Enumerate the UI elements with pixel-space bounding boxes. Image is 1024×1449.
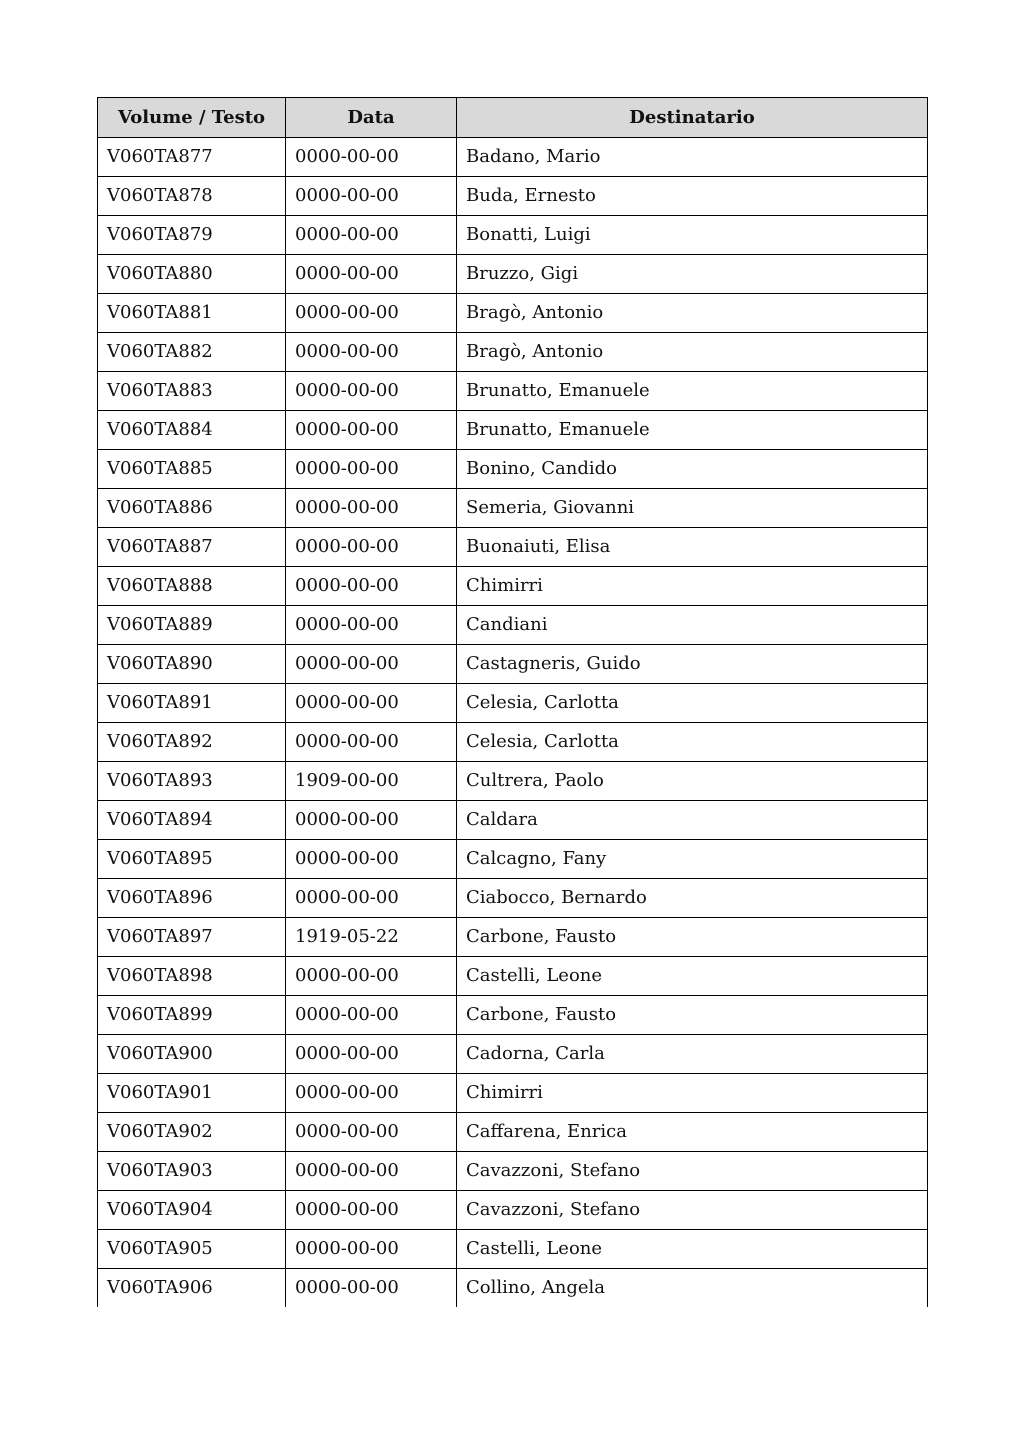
data-cell: 0000-00-00 xyxy=(286,957,457,996)
table-row xyxy=(98,138,928,177)
table-row xyxy=(98,1035,928,1074)
header-destinatario: Destinatario xyxy=(457,98,928,138)
data-cell: 0000-00-00 xyxy=(286,645,457,684)
data-cell: 1919-05-22 xyxy=(286,918,457,957)
volume-testo-cell: V060TA888 xyxy=(98,567,286,606)
destinatario-cell: Cavazzoni, Stefano xyxy=(457,1152,928,1191)
table-row xyxy=(98,879,928,918)
destinatario-cell: Caffarena, Enrica xyxy=(457,1113,928,1152)
volume-testo-cell: V060TA892 xyxy=(98,723,286,762)
header-volume-testo: Volume / Testo xyxy=(98,98,286,138)
data-cell: 0000-00-00 xyxy=(286,411,457,450)
table-row xyxy=(98,255,928,294)
header-data: Data xyxy=(286,98,457,138)
data-cell: 0000-00-00 xyxy=(286,1230,457,1269)
destinatario-cell: Carbone, Fausto xyxy=(457,918,928,957)
destinatario-cell: Bragò, Antonio xyxy=(457,333,928,372)
destinatario-cell: Chimirri xyxy=(457,1074,928,1113)
destinatario-cell: Semeria, Giovanni xyxy=(457,489,928,528)
letters-table xyxy=(97,97,928,1307)
volume-testo-cell: V060TA878 xyxy=(98,177,286,216)
table-row xyxy=(98,606,928,645)
data-cell: 0000-00-00 xyxy=(286,684,457,723)
table-row xyxy=(98,177,928,216)
table-row xyxy=(98,1230,928,1269)
table-row xyxy=(98,840,928,879)
volume-testo-cell: V060TA901 xyxy=(98,1074,286,1113)
data-cell: 0000-00-00 xyxy=(286,567,457,606)
volume-testo-cell: V060TA894 xyxy=(98,801,286,840)
volume-testo-cell: V060TA904 xyxy=(98,1191,286,1230)
volume-testo-cell: V060TA895 xyxy=(98,840,286,879)
destinatario-cell: Brunatto, Emanuele xyxy=(457,411,928,450)
destinatario-cell: Cavazzoni, Stefano xyxy=(457,1191,928,1230)
data-cell: 0000-00-00 xyxy=(286,723,457,762)
destinatario-cell: Bonatti, Luigi xyxy=(457,216,928,255)
volume-testo-cell: V060TA896 xyxy=(98,879,286,918)
data-cell: 0000-00-00 xyxy=(286,489,457,528)
destinatario-cell: Castelli, Leone xyxy=(457,957,928,996)
data-cell: 0000-00-00 xyxy=(286,528,457,567)
volume-testo-cell: V060TA886 xyxy=(98,489,286,528)
table-row xyxy=(98,567,928,606)
table-row xyxy=(98,1113,928,1152)
volume-testo-cell: V060TA893 xyxy=(98,762,286,801)
destinatario-cell: Carbone, Fausto xyxy=(457,996,928,1035)
volume-testo-cell: V060TA898 xyxy=(98,957,286,996)
destinatario-cell: Collino, Angela xyxy=(457,1269,928,1308)
volume-testo-cell: V060TA880 xyxy=(98,255,286,294)
destinatario-cell: Cultrera, Paolo xyxy=(457,762,928,801)
table-row xyxy=(98,996,928,1035)
table-row xyxy=(98,450,928,489)
data-cell: 0000-00-00 xyxy=(286,255,457,294)
table-row xyxy=(98,1074,928,1113)
table-row xyxy=(98,762,928,801)
table-body xyxy=(98,138,928,1308)
table-row xyxy=(98,528,928,567)
destinatario-cell: Bruzzo, Gigi xyxy=(457,255,928,294)
volume-testo-cell: V060TA884 xyxy=(98,411,286,450)
destinatario-cell: Chimirri xyxy=(457,567,928,606)
data-cell: 0000-00-00 xyxy=(286,1113,457,1152)
volume-testo-cell: V060TA890 xyxy=(98,645,286,684)
table-row xyxy=(98,333,928,372)
data-cell: 0000-00-00 xyxy=(286,138,457,177)
destinatario-cell: Ciabocco, Bernardo xyxy=(457,879,928,918)
destinatario-cell: Candiani xyxy=(457,606,928,645)
volume-testo-cell: V060TA883 xyxy=(98,372,286,411)
destinatario-cell: Buda, Ernesto xyxy=(457,177,928,216)
volume-testo-cell: V060TA897 xyxy=(98,918,286,957)
volume-testo-cell: V060TA900 xyxy=(98,1035,286,1074)
volume-testo-cell: V060TA902 xyxy=(98,1113,286,1152)
volume-testo-cell: V060TA887 xyxy=(98,528,286,567)
table-row xyxy=(98,1152,928,1191)
volume-testo-cell: V060TA899 xyxy=(98,996,286,1035)
destinatario-cell: Bragò, Antonio xyxy=(457,294,928,333)
destinatario-cell: Cadorna, Carla xyxy=(457,1035,928,1074)
data-cell: 0000-00-00 xyxy=(286,1191,457,1230)
destinatario-cell: Badano, Mario xyxy=(457,138,928,177)
table-row xyxy=(98,684,928,723)
data-cell: 0000-00-00 xyxy=(286,450,457,489)
destinatario-cell: Celesia, Carlotta xyxy=(457,723,928,762)
destinatario-cell: Caldara xyxy=(457,801,928,840)
destinatario-cell: Castelli, Leone xyxy=(457,1230,928,1269)
table-header xyxy=(98,98,928,138)
table-row xyxy=(98,1191,928,1230)
table-row xyxy=(98,957,928,996)
data-cell: 0000-00-00 xyxy=(286,840,457,879)
volume-testo-cell: V060TA885 xyxy=(98,450,286,489)
data-cell: 0000-00-00 xyxy=(286,1152,457,1191)
volume-testo-cell: V060TA889 xyxy=(98,606,286,645)
data-cell: 0000-00-00 xyxy=(286,333,457,372)
data-cell: 0000-00-00 xyxy=(286,879,457,918)
data-cell: 0000-00-00 xyxy=(286,801,457,840)
destinatario-cell: Buonaiuti, Elisa xyxy=(457,528,928,567)
volume-testo-cell: V060TA877 xyxy=(98,138,286,177)
data-cell: 0000-00-00 xyxy=(286,1269,457,1308)
volume-testo-cell: V060TA903 xyxy=(98,1152,286,1191)
data-cell: 0000-00-00 xyxy=(286,216,457,255)
destinatario-cell: Calcagno, Fany xyxy=(457,840,928,879)
volume-testo-cell: V060TA906 xyxy=(98,1269,286,1308)
data-cell: 1909-00-00 xyxy=(286,762,457,801)
volume-testo-cell: V060TA891 xyxy=(98,684,286,723)
data-cell: 0000-00-00 xyxy=(286,1074,457,1113)
volume-testo-cell: V060TA905 xyxy=(98,1230,286,1269)
table-row xyxy=(98,216,928,255)
volume-testo-cell: V060TA879 xyxy=(98,216,286,255)
table-row xyxy=(98,918,928,957)
data-cell: 0000-00-00 xyxy=(286,996,457,1035)
destinatario-cell: Bonino, Candido xyxy=(457,450,928,489)
table-row xyxy=(98,801,928,840)
volume-testo-cell: V060TA881 xyxy=(98,294,286,333)
data-cell: 0000-00-00 xyxy=(286,177,457,216)
header-row xyxy=(98,98,928,138)
table-row xyxy=(98,645,928,684)
volume-testo-cell: V060TA882 xyxy=(98,333,286,372)
data-cell: 0000-00-00 xyxy=(286,372,457,411)
data-cell: 0000-00-00 xyxy=(286,1035,457,1074)
destinatario-cell: Castagneris, Guido xyxy=(457,645,928,684)
table-row xyxy=(98,372,928,411)
table-row xyxy=(98,489,928,528)
table-row xyxy=(98,294,928,333)
destinatario-cell: Celesia, Carlotta xyxy=(457,684,928,723)
table-row xyxy=(98,723,928,762)
table-row xyxy=(98,411,928,450)
destinatario-cell: Brunatto, Emanuele xyxy=(457,372,928,411)
table-row xyxy=(98,1269,928,1308)
data-cell: 0000-00-00 xyxy=(286,294,457,333)
data-cell: 0000-00-00 xyxy=(286,606,457,645)
